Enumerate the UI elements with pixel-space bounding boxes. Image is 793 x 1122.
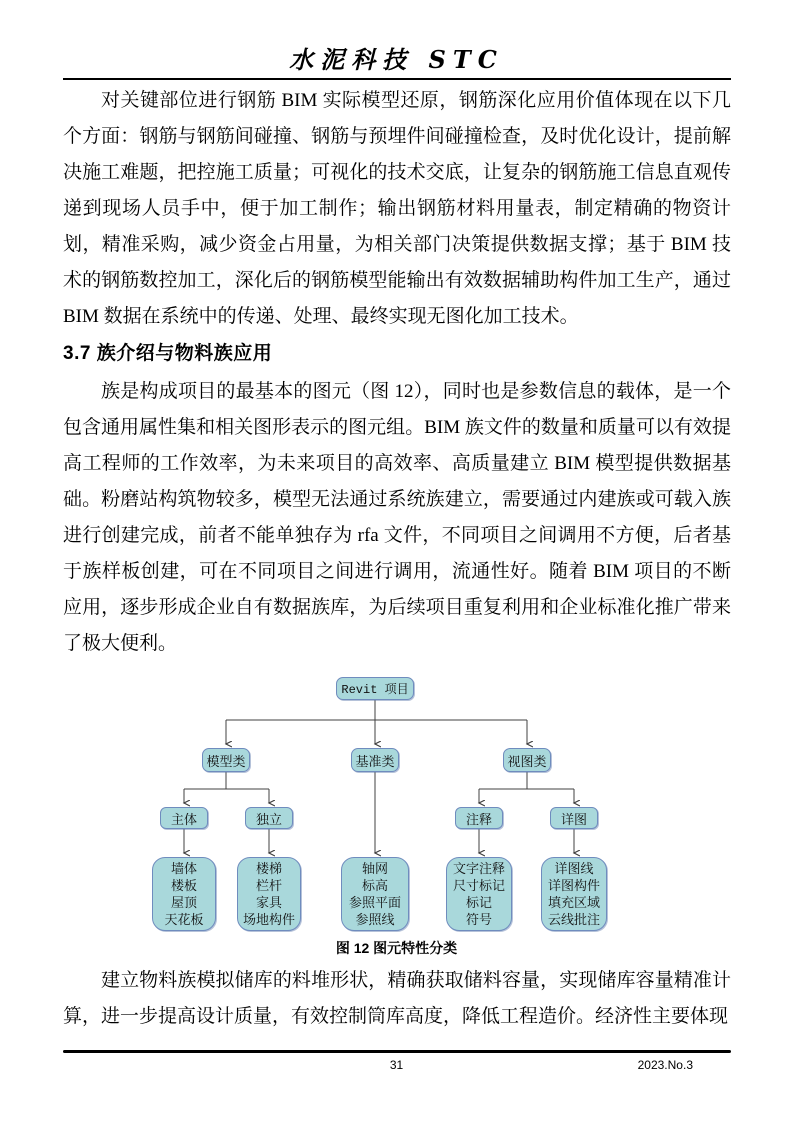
node-model-category: 模型类 bbox=[202, 748, 250, 772]
header-rule bbox=[63, 78, 731, 80]
paragraph-material-family: 建立物料族模拟储库的料堆形状，精确获取储料容量，实现储库容量精准计算，进一步提高设计质量，有效控制筒库高度，降低工程造价。经济性主要体现 bbox=[63, 970, 731, 1027]
leaf-line: 墙体 bbox=[170, 861, 197, 876]
leaf-line: 符号 bbox=[465, 912, 492, 927]
leaf-line: 填充区域 bbox=[547, 895, 600, 910]
node-annotation: 注释 bbox=[455, 807, 503, 829]
figure-caption: 图 12 图元特性分类 bbox=[335, 940, 458, 956]
node-revit-project: Revit 项目 bbox=[336, 677, 414, 700]
leaf-detail-elements bbox=[541, 857, 607, 931]
leaf-datum-elements bbox=[341, 857, 409, 931]
leaf-line: 天花板 bbox=[164, 912, 204, 927]
paragraph-family-intro: 族是构成项目的最基本的图元（图 12），同时也是参数信息的载体，是一个包含通用属性集和相关图形表示的图元组。BIM 族文件的数量和质量可以有效提高工程师的工作效率，为未来项目的高效率、高质量建立 BIM 模型提供数据基础。粉磨站构筑物较多，模型无法通过系统族建立，需要通过内建族或可载入族进行创建完成，前者不能单独存为 rfa 文件，不同项目之间调用不方便，后者基于族样板创建，可在不同项目之间进行调用，流通性好。随着 BIM 项目的不断应用，逐步形成企业自有数据族库，为后续项目重复利用和企业标准化推广带来了极大便利。 bbox=[63, 381, 731, 654]
leaf-line: 云线批注 bbox=[547, 912, 600, 927]
leaf-line: 楼梯 bbox=[255, 861, 282, 876]
node-datum-category: 基准类 bbox=[351, 748, 399, 772]
node-host: 主体 bbox=[160, 807, 208, 829]
journal-title: 水泥科技 STC bbox=[289, 45, 504, 74]
leaf-line: 标记 bbox=[465, 895, 492, 910]
leaf-annotation-elements bbox=[446, 857, 512, 931]
leaf-line: 轴网 bbox=[361, 861, 388, 876]
leaf-line: 尺寸标记 bbox=[452, 878, 505, 893]
leaf-line: 屋顶 bbox=[170, 895, 197, 910]
leaf-line: 标高 bbox=[361, 878, 388, 893]
leaf-line: 家具 bbox=[255, 895, 282, 910]
issue-label: 2023.No.3 bbox=[637, 1058, 693, 1072]
leaf-host-elements bbox=[152, 857, 216, 931]
leaf-line: 参照线 bbox=[355, 912, 395, 927]
section-heading-3-7: 3.7 族介绍与物料族应用 bbox=[63, 343, 273, 364]
node-standalone: 独立 bbox=[245, 807, 293, 829]
leaf-line: 栏杆 bbox=[255, 878, 282, 893]
node-view-category: 视图类 bbox=[503, 748, 551, 772]
leaf-line: 详图构件 bbox=[547, 878, 600, 893]
leaf-line: 楼板 bbox=[170, 878, 197, 893]
figure-element-classification bbox=[0, 668, 793, 936]
leaf-line: 文字注释 bbox=[452, 861, 505, 876]
leaf-line: 参照平面 bbox=[348, 895, 401, 910]
page-number: 31 bbox=[389, 1058, 404, 1072]
leaf-standalone-elements bbox=[237, 857, 301, 931]
leaf-line: 详图线 bbox=[554, 861, 594, 876]
node-detail: 详图 bbox=[550, 807, 598, 829]
paragraph-rebar-bim: 对关键部位进行钢筋 BIM 实际模型还原，钢筋深化应用价值体现在以下几个方面：钢筋与钢筋间碰撞、钢筋与预埋件间碰撞检查，及时优化设计，提前解决施工难题，把控施工质量；可视化的技术交底，让复杂的钢筋施工信息直观传递到现场人员手中，便于加工制作；输出钢筋材料用量表，制定精确的物资计划，精准采购，减少资金占用量，为相关部门决策提供数据支撑；基于 BIM 技术的钢筋数控加工，深化后的钢筋模型能输出有效数据辅助构件加工生产，通过 BIM 数据在系统中的传递、处理、最终实现无图化加工技术。 bbox=[63, 90, 731, 327]
leaf-line: 场地构件 bbox=[242, 912, 295, 927]
footer-rule bbox=[63, 1050, 731, 1053]
